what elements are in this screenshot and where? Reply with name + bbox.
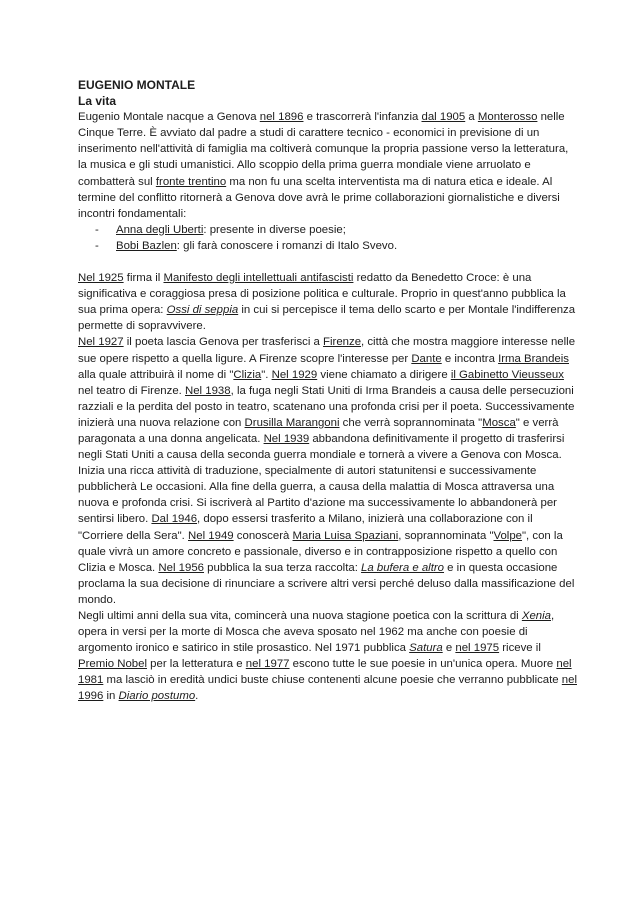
list-item	[95, 238, 580, 254]
text-run: riceve il	[499, 642, 541, 655]
text-run: a	[465, 111, 478, 124]
underlined-text: fronte trentino	[155, 175, 227, 188]
paragraph-florence-years	[78, 334, 580, 608]
document-title: EUGENIO MONTALE	[78, 78, 196, 92]
underlined-text: nel 1977	[245, 658, 290, 671]
text-run: ", con la quale vivrà un amore concreto e passionale, diverso e in contrapposizione rispetto a quello con Clizia e Mosca.	[78, 529, 563, 574]
text-run: : presente in diverse poesie;	[203, 223, 346, 236]
text-run: e trascorrerà l'infanzia	[303, 111, 422, 124]
underlined-text: Irma Brandeis	[498, 352, 569, 365]
underlined-text: nel 1981	[78, 658, 572, 687]
underlined-text: Volpe	[493, 529, 523, 542]
text-run: Eugenio Montale nacque a Genova	[78, 111, 260, 124]
text-run: , la fuga negli Stati Uniti di Irma Brandeis a causa delle persecuzioni razziali e la perdita del posto in teatro, scatenano una profonda crisi per il poeta. Successivamente inizierà una nuova relazione con	[78, 384, 575, 429]
underlined-text: Manifesto degli intellettuali antifascisti	[163, 272, 354, 285]
underlined-text: Nel 1929	[271, 368, 318, 381]
text-run: : gli farà conoscere i romanzi di Italo Svevo.	[176, 239, 398, 252]
paragraph-intro	[78, 109, 580, 222]
underlined-text: Monterosso	[477, 111, 538, 124]
text-run: escono tutte le sue poesie in un'unica opera. Muore	[289, 658, 557, 671]
text-run: .	[195, 690, 199, 703]
work-title-text: Diario postumo	[118, 690, 196, 703]
underlined-text: Nel 1938	[185, 384, 231, 397]
text-run: pubblica la sua terza raccolta:	[204, 561, 362, 574]
list-item-text	[116, 222, 346, 238]
text-run: ma non fu una scelta interventista ma di natura etica e ideale. Al termine del conflitto ritornerà a Genova dove avrà le prime collaborazioni giornalistiche e diversi incontri fondamentali:	[78, 175, 560, 220]
list-item-text	[116, 238, 397, 254]
text-run: che verrà soprannominata "	[339, 416, 483, 429]
text-run: , opera in versi per la morte di Mosca che aveva sposato nel 1962 ma anche con poesie di argomento ironico e satirico in stile prosastico. Nel 1971 pubblica	[78, 610, 555, 655]
text-run: in	[103, 690, 119, 703]
bullet-marker: -	[95, 239, 99, 252]
text-run: per la letteratura e	[147, 658, 246, 671]
work-title-text: Ossi di seppia	[166, 304, 239, 317]
underlined-text: Mosca	[482, 416, 516, 429]
text-run: nel teatro di Firenze.	[78, 384, 185, 397]
underlined-text: Maria Luisa Spaziani	[292, 529, 399, 542]
underlined-text: Dante	[411, 352, 442, 365]
underlined-text: Nel 1927	[78, 336, 124, 349]
paragraph-1925	[78, 270, 580, 334]
text-run: il poeta lascia Genova per trasferisci a	[123, 336, 324, 349]
text-run: viene chiamato a dirigere	[317, 368, 451, 381]
bullet-marker: -	[95, 223, 99, 236]
text-run: ma lasciò in eredità undici buste chiuse contenenti alcune poesie che verranno pubblicate	[103, 674, 562, 687]
text-run: , dopo essersi trasferito a Milano, inizierà una collaborazione con il "Corriere della Sera".	[78, 513, 533, 542]
underlined-text: Firenze	[323, 336, 362, 349]
work-title-text: Xenia	[521, 610, 551, 622]
underlined-text: Clizia	[233, 368, 262, 381]
text-run: e incontra	[441, 352, 499, 365]
text-run: firma il	[123, 272, 164, 285]
underlined-text: nel 1975	[455, 642, 500, 655]
text-run: in cui si percepisce il tema dello scarto e per Montale l'indifferenza permette di sopravvivere.	[78, 304, 576, 333]
paragraph-spacer	[78, 254, 580, 270]
text-run: e	[442, 642, 456, 655]
bullet-list	[78, 222, 580, 254]
section-heading: La vita	[78, 94, 117, 109]
paragraph-last-years	[78, 608, 580, 705]
underlined-text: Nel 1956	[158, 561, 205, 574]
underlined-text: il Gabinetto Vieusseux	[450, 368, 564, 381]
underlined-text: Anna degli Uberti	[116, 223, 204, 236]
underlined-text: Dal 1946	[151, 513, 198, 526]
work-title-text: Satura	[409, 642, 443, 655]
underlined-text: nel 1896	[259, 111, 304, 124]
underlined-text: Bobi Bazlen	[116, 239, 177, 252]
underlined-text: Nel 1925	[78, 272, 124, 285]
text-run: alla quale attribuirà il nome di "	[78, 368, 234, 381]
underlined-text: nel 1996	[78, 674, 577, 703]
text-run: " e verrà paragonata a una donna angelicata.	[78, 416, 559, 445]
text-run: , città che mostra maggiore interesse nelle sue opere rispetto a quella ligure. A Firenze scopre l'interesse per	[78, 336, 576, 365]
text-run: , soprannominata "	[398, 529, 494, 542]
text-run: abbandona definitivamente il progetto di trasferirsi negli Stati Uniti a causa della seconda guerra mondiale e tornerà a vivere a Genova con Mosca. Inizia una ricca attività di traduzione, specialmente di autori statunitensi e successivamente pubblicherà Le occasioni. Alla fine della guerra, a causa della malattia di Mosca attraversa una nuova e profonda crisi. Si iscriverà al Partito d'azione ma successivamente lo abbandonerà per sentirsi libero.	[78, 432, 565, 526]
text-run: redatto da Benedetto Croce: è una significativa e coraggiosa presa di posizione politica e culturale. Proprio in quest'anno pubblica la sua prima opera:	[78, 272, 566, 317]
underlined-text: Premio Nobel	[78, 658, 148, 671]
text-run: ".	[261, 368, 272, 381]
underlined-text: dal 1905	[421, 111, 466, 124]
underlined-text: Drusilla Marangoni	[244, 416, 340, 429]
underlined-text: Nel 1939	[263, 432, 310, 445]
text-run: e in questa occasione proclama la sua decisione di rinunciare a scrivere altri versi perché deluso dalla massificazione del mondo.	[78, 561, 575, 606]
work-title-text: La bufera e altro	[361, 561, 445, 574]
underlined-text: Nel 1949	[188, 529, 234, 542]
list-item	[95, 222, 580, 238]
text-run: Negli ultimi anni della sua vita, comincerà una nuova stagione poetica con la scrittura di	[78, 610, 522, 622]
text-run: conoscerà	[233, 529, 293, 542]
text-run: nelle Cinque Terre. È avviato dal padre a studi di carattere tecnico - economici in previsione di un inserimento nell'attività di famiglia ma coltiverà comunque la propria passione verso la letteratura, la musica e gli studi umanistici. Allo scoppio della prima guerra mondiale viene arruolato e combatterà sul	[78, 111, 569, 188]
